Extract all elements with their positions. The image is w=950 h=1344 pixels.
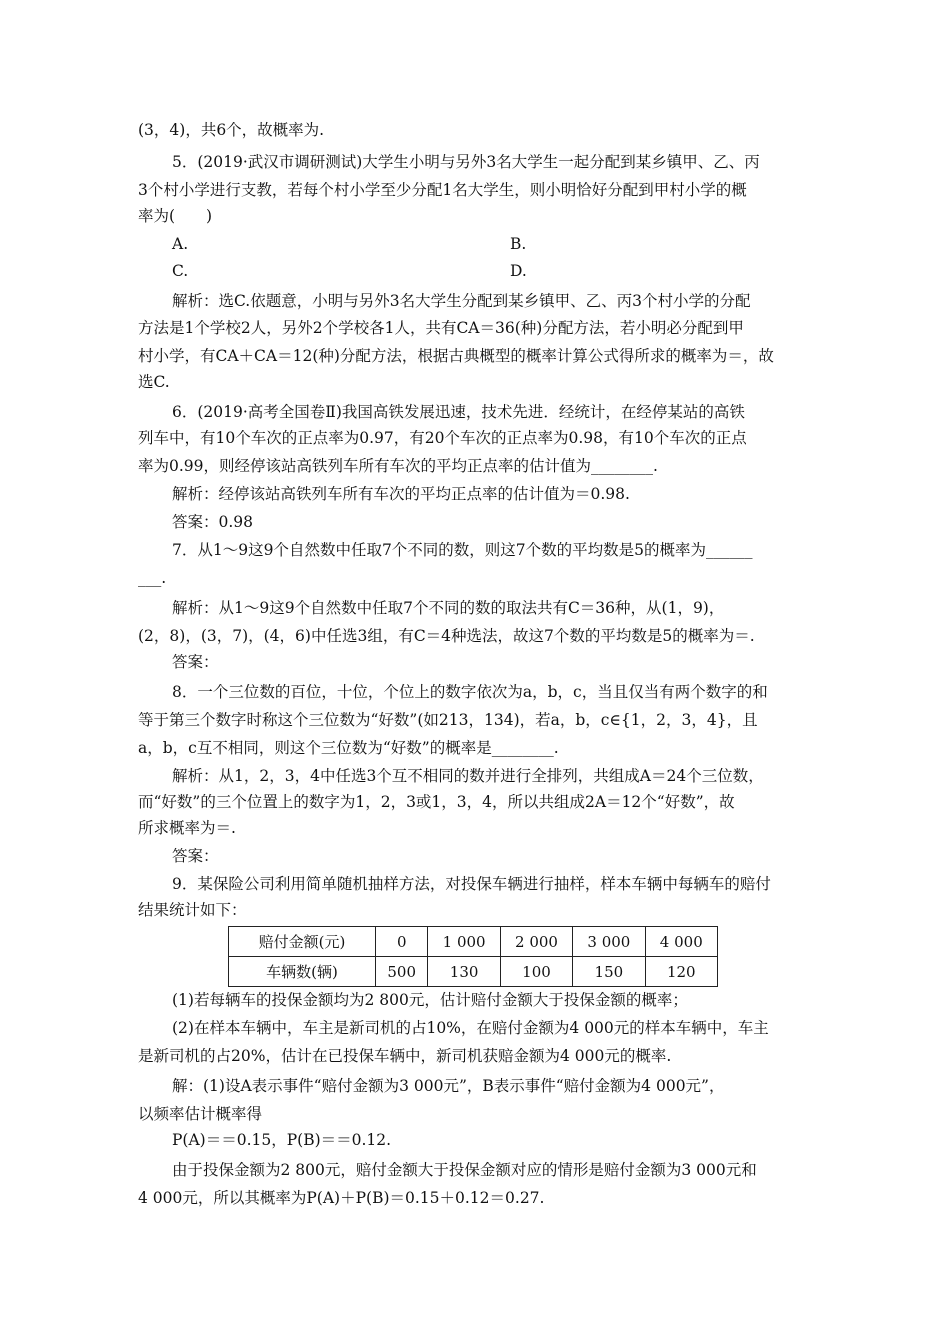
table-row	[229, 957, 718, 987]
solution-9-line: 以频率估计概率得	[138, 1105, 263, 1123]
table-cell: 120	[645, 957, 717, 987]
table-cell: 100	[500, 957, 572, 987]
answer-6: 答案：0.98	[172, 513, 254, 531]
problem-6-line: 列车中，有10个车次的正点率为0.97，有20个车次的正点率为0.98，有10个车次的正点	[138, 429, 747, 447]
table-cell: 4 000	[645, 927, 717, 957]
table-cell: 0	[376, 927, 428, 957]
option-d: D.	[510, 262, 527, 280]
problem-5-line: 率为( )	[138, 207, 213, 225]
table-cell: 1 000	[428, 927, 500, 957]
problem-7-line: 7．从1～9这9个自然数中任取7个不同的数，则这7个数的平均数是5的概率为______	[172, 541, 753, 559]
table-cell: 150	[573, 957, 645, 987]
table-cell: 3 000	[573, 927, 645, 957]
table-header-cell: 赔付金额(元)	[229, 927, 376, 957]
solution-7-line: (2，8)，(3，7)，(4，6)中任选3组，有C＝4种选法，故这7个数的平均数是5的概率为＝.	[138, 627, 755, 645]
problem-8-line: 等于第三个数字时称这个三位数为“好数”(如213，134)，若a，b，c∈{1，2，3，4}，且	[138, 711, 758, 729]
option-c: C.	[172, 262, 189, 280]
solution-8-line: 所求概率为＝.	[138, 819, 236, 837]
solution-5-line: 方法是1个学校2人，另外2个学校各1人，共有CA＝36(种)分配方法，若小明必分配到甲	[138, 319, 744, 337]
solution-7-line: 解析：从1～9这9个自然数中任取7个不同的数的取法共有C＝36种，从(1，9)，	[172, 599, 725, 617]
problem-9-part-2: 是新司机的占20%，估计在已投保车辆中，新司机获赔金额为4 000元的概率.	[138, 1047, 672, 1065]
problem-7-line: ___.	[138, 569, 167, 587]
solution-5-line: 选C.	[138, 373, 170, 391]
problem-8-line: a，b，c互不相同，则这个三位数为“好数”的概率是________.	[138, 739, 559, 757]
solution-8-line: 而“好数”的三个位置上的数字为1，2，3或1，3，4，所以共组成2A＝12个“好数”，故	[138, 793, 735, 811]
option-a: A.	[172, 235, 189, 253]
table-cell: 500	[376, 957, 428, 987]
solution-9-line: 4 000元，所以其概率为P(A)＋P(B)＝0.15＋0.12＝0.27.	[138, 1189, 545, 1207]
problem-9-line: 结果统计如下：	[138, 901, 247, 919]
solution-9-line: 由于投保金额为2 800元，赔付金额大于投保金额对应的情形是赔付金额为3 000元和	[172, 1161, 757, 1179]
solution-9-formula: P(A)＝＝0.15，P(B)＝＝0.12.	[172, 1131, 392, 1149]
table-cell: 130	[428, 957, 500, 987]
table-header-cell: 车辆数(辆)	[229, 957, 376, 987]
problem-9-line: 9．某保险公司利用简单随机抽样方法，对投保车辆进行抽样，样本车辆中每辆车的赔付	[172, 875, 771, 893]
problem-9-part-2: (2)在样本车辆中，车主是新司机的占10%，在赔付金额为4 000元的样本车辆中，车主	[172, 1019, 769, 1037]
solution-6-line: 解析：经停该站高铁列车所有车次的平均正点率的估计值为＝0.98.	[172, 485, 630, 503]
text-line: (3，4)，共6个，故概率为.	[138, 121, 325, 139]
solution-8-line: 解析：从1，2，3，4中任选3个互不相同的数并进行全排列，共组成A＝24个三位数，	[172, 767, 764, 785]
problem-9-part-1: (1)若每辆车的投保金额均为2 800元，估计赔付金额大于投保金额的概率；	[172, 991, 688, 1009]
problem-5-line: 5．(2019·武汉市调研测试)大学生小明与另外3名大学生一起分配到某乡镇甲、乙、丙	[172, 153, 760, 171]
table-row	[229, 927, 718, 957]
problem-8-line: 8．一个三位数的百位，十位，个位上的数字依次为a，b，c，当且仅当有两个数字的和	[172, 683, 768, 701]
table-cell: 2 000	[500, 927, 572, 957]
problem-6-line: 6．(2019·高考全国卷Ⅱ)我国高铁发展迅速，技术先进．经统计，在经停某站的高铁	[172, 403, 745, 421]
answer-7: 答案：	[172, 653, 219, 671]
solution-9-line: 解：(1)设A表示事件“赔付金额为3 000元”，B表示事件“赔付金额为4 000元”，	[172, 1077, 725, 1095]
option-b: B.	[510, 235, 527, 253]
solution-5-line: 村小学，有CA＋CA＝12(种)分配方法，根据古典概型的概率计算公式得所求的概率为＝，故	[138, 347, 774, 365]
payout-table	[228, 926, 718, 987]
answer-8: 答案：	[172, 847, 219, 865]
solution-5-line: 解析：选C.依题意，小明与另外3名大学生分配到某乡镇甲、乙、丙3个村小学的分配	[172, 292, 751, 310]
problem-6-line: 率为0.99，则经停该站高铁列车所有车次的平均正点率的估计值为________.	[138, 457, 658, 475]
problem-5-line: 3个村小学进行支教，若每个村小学至少分配1名大学生，则小明恰好分配到甲村小学的概	[138, 181, 747, 199]
